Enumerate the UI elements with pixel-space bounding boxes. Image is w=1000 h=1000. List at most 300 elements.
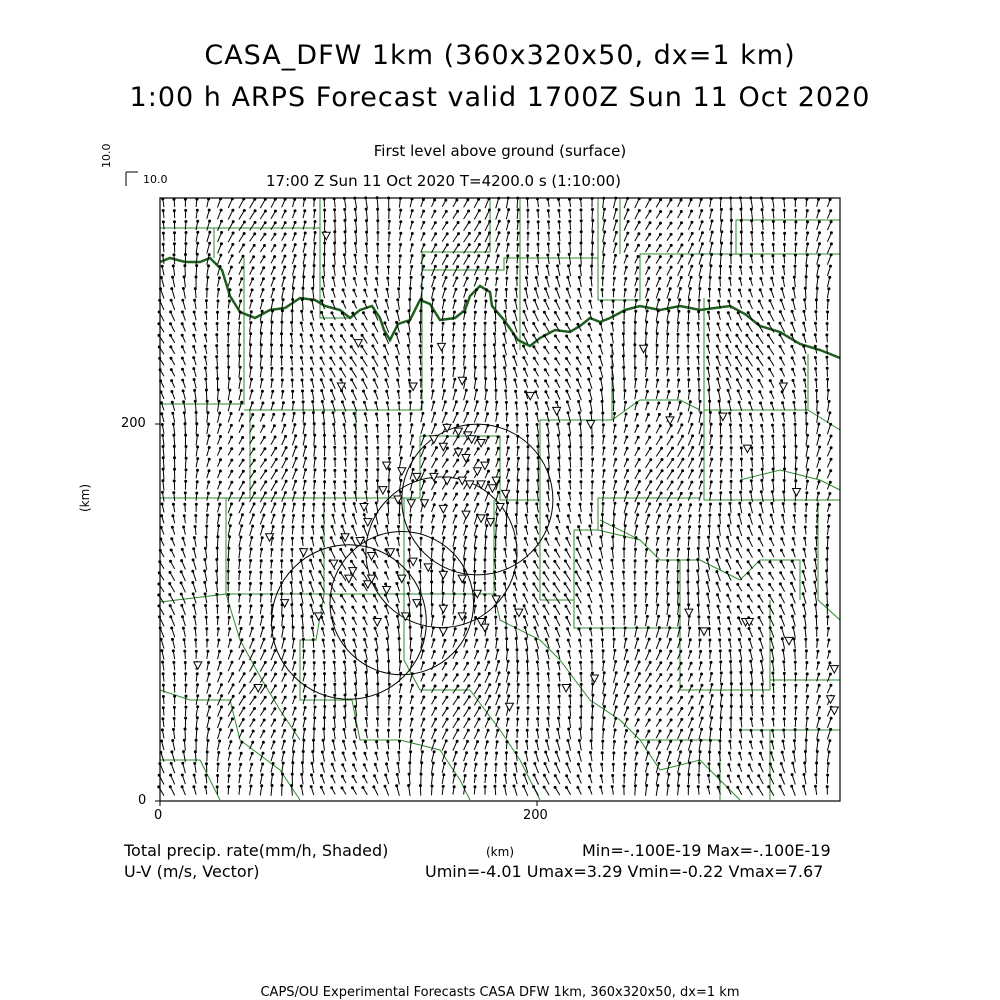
wind-vector-head xyxy=(321,751,323,753)
wind-vector-head xyxy=(194,299,196,301)
wind-vector-head xyxy=(474,786,476,788)
wind-vector-head xyxy=(281,356,283,358)
wind-vector xyxy=(554,595,560,604)
wind-vector-head xyxy=(304,673,306,675)
wind-vector-head xyxy=(600,323,602,325)
wind-vector-head xyxy=(227,559,229,561)
wind-vector-head xyxy=(231,729,233,731)
wind-vector-head xyxy=(579,639,581,641)
wind-vector-head xyxy=(227,355,229,357)
wind-vector-head xyxy=(219,729,221,731)
wind-vector-head xyxy=(557,434,559,436)
wind-vector xyxy=(656,639,660,649)
wind-vector xyxy=(388,503,389,513)
wind-vector xyxy=(524,775,528,785)
wind-vector-head xyxy=(399,740,401,742)
wind-vector-head xyxy=(314,717,316,719)
wind-vector xyxy=(335,243,336,253)
wind-vector-head xyxy=(312,412,314,414)
wind-vector-head xyxy=(300,604,302,606)
wind-vector-head xyxy=(333,661,335,663)
wind-vector-head xyxy=(377,671,379,673)
wind-vector-head xyxy=(274,210,276,212)
wind-vector-head xyxy=(558,457,560,459)
wind-vector-head xyxy=(354,424,356,426)
wind-vector-head xyxy=(422,199,424,201)
wind-vector-head xyxy=(304,717,306,719)
wind-vector xyxy=(602,401,603,411)
wind-vector-head xyxy=(161,413,163,415)
wind-vector xyxy=(624,673,628,683)
wind-vector xyxy=(544,606,549,615)
wind-vector xyxy=(353,515,356,525)
wind-vector-head xyxy=(616,220,618,222)
wind-vector-head xyxy=(514,549,516,551)
wind-vector-head xyxy=(623,559,625,561)
wind-vector-head xyxy=(525,526,527,528)
wind-vector xyxy=(421,459,425,469)
wind-vector-head xyxy=(228,775,230,777)
wind-vector-head xyxy=(332,412,334,414)
wind-vector-head xyxy=(341,312,343,314)
wind-vector xyxy=(656,311,658,321)
wind-vector-head xyxy=(467,199,469,201)
wind-vector-head xyxy=(615,491,617,493)
wind-vector-head xyxy=(456,471,458,473)
wind-vector-head xyxy=(514,379,516,381)
wind-vector-head xyxy=(254,233,256,235)
wind-vector-head xyxy=(566,346,568,348)
wind-vector-head xyxy=(396,571,398,573)
wind-vector-head xyxy=(273,752,275,754)
wind-vector-head xyxy=(352,787,354,789)
wind-vector xyxy=(580,424,581,434)
wind-vector xyxy=(362,358,368,367)
wind-vector-head xyxy=(162,210,164,212)
wind-vector xyxy=(185,447,186,457)
wind-vector-head xyxy=(443,616,445,618)
wind-vector-head xyxy=(421,762,423,764)
wind-vector-head xyxy=(363,390,365,392)
wind-vector-head xyxy=(172,412,174,414)
wind-vector-head xyxy=(516,649,518,651)
wind-vector xyxy=(603,221,605,231)
wind-vector-head xyxy=(197,695,199,697)
wind-vector-head xyxy=(408,773,410,775)
wind-vector-head xyxy=(162,480,164,482)
wind-vector-head xyxy=(411,266,413,268)
wind-vector-head xyxy=(363,514,365,516)
wind-vector-head xyxy=(527,209,529,211)
wind-vector-head xyxy=(219,470,221,472)
wind-vector-head xyxy=(623,366,625,368)
wind-vector-head xyxy=(591,435,593,437)
wind-vector xyxy=(373,357,378,366)
wind-vector-head xyxy=(182,627,184,629)
wind-vector xyxy=(260,345,261,355)
wind-vector-head xyxy=(421,526,423,528)
wind-vector-head xyxy=(208,662,210,664)
wind-vector-head xyxy=(486,289,488,291)
wind-vector xyxy=(239,537,241,547)
wind-vector-head xyxy=(431,310,433,312)
wind-vector-head xyxy=(453,604,455,606)
wind-vector-head xyxy=(196,423,198,425)
wind-vector-head xyxy=(303,739,305,741)
wind-vector-head xyxy=(612,536,614,538)
wind-vector-head xyxy=(303,412,305,414)
wind-vector-head xyxy=(603,197,605,199)
wind-vector-head xyxy=(423,718,425,720)
wind-vector-head xyxy=(467,673,469,675)
wind-vector-head xyxy=(591,650,593,652)
wind-vector xyxy=(432,277,435,287)
wind-vector-head xyxy=(623,322,625,324)
wind-vector-head xyxy=(170,346,172,348)
wind-vector-head xyxy=(387,413,389,415)
wind-vector-head xyxy=(657,310,659,312)
wind-vector-head xyxy=(478,255,480,257)
wind-vector-head xyxy=(282,402,284,404)
wind-vector xyxy=(554,584,560,593)
wind-vector-head xyxy=(240,752,242,754)
wind-vector-head xyxy=(444,651,446,653)
wind-vector-head xyxy=(602,424,604,426)
wind-vector-head xyxy=(284,255,286,257)
wind-vector-head xyxy=(365,197,367,199)
wind-vector-head xyxy=(567,526,569,528)
wind-vector-head xyxy=(294,244,296,246)
wind-vector-head xyxy=(454,616,456,618)
wind-vector-head xyxy=(505,299,507,301)
wind-vector-head xyxy=(475,628,477,630)
wind-vector xyxy=(485,685,490,694)
wind-vector-head xyxy=(444,515,446,517)
wind-vector-head xyxy=(174,468,176,470)
wind-vector-head xyxy=(485,763,487,765)
wind-vector xyxy=(193,583,196,593)
wind-vector-head xyxy=(208,470,210,472)
wind-vector-head xyxy=(477,459,479,461)
wind-vector-head xyxy=(615,706,617,708)
wind-vector-head xyxy=(455,401,457,403)
wind-vector-head xyxy=(411,491,413,493)
wind-vector-head xyxy=(204,367,206,369)
wind-vector-head xyxy=(399,649,401,651)
wind-vector-head xyxy=(373,311,375,313)
wind-vector-head xyxy=(320,357,322,359)
wind-vector xyxy=(409,774,410,784)
wind-vector-head xyxy=(261,605,263,607)
wind-vector-head xyxy=(264,448,266,450)
wind-vector-head xyxy=(656,368,658,370)
wind-vector-head xyxy=(251,616,253,618)
wind-vector-head xyxy=(467,266,469,268)
wind-vector-head xyxy=(484,605,486,607)
wind-vector-head xyxy=(295,480,297,482)
wind-vector-head xyxy=(312,287,314,289)
wind-vector-head xyxy=(182,537,184,539)
wind-vector xyxy=(474,685,479,694)
wind-vector xyxy=(646,504,650,513)
wind-vector-head xyxy=(465,389,467,391)
wind-vector xyxy=(323,413,324,423)
wind-vector-head xyxy=(498,695,500,697)
wind-vector-head xyxy=(250,774,252,776)
wind-vector-head xyxy=(638,684,640,686)
wind-vector-head xyxy=(311,627,313,629)
wind-vector-head xyxy=(419,322,421,324)
wind-vector-head xyxy=(331,787,333,789)
wind-vector-head xyxy=(555,549,557,551)
wind-vector-head xyxy=(446,685,448,687)
wind-vector-head xyxy=(646,785,648,787)
precip-minmax: Min=-.100E-19 Max=-.100E-19 xyxy=(582,841,831,860)
wind-vector-head xyxy=(218,277,220,279)
wind-vector-head xyxy=(228,322,230,324)
wind-vector-head xyxy=(613,289,615,291)
wind-vector xyxy=(600,368,603,378)
wind-vector-head xyxy=(533,323,535,325)
wind-vector-head xyxy=(239,322,241,324)
wind-vector-head xyxy=(659,425,661,427)
wind-vector-head xyxy=(208,265,210,267)
wind-vector-head xyxy=(291,321,293,323)
wind-vector-head xyxy=(397,299,399,301)
wind-vector-head xyxy=(516,277,518,279)
wind-vector-head xyxy=(525,751,527,753)
wind-vector-head xyxy=(484,571,486,573)
wind-vector-head xyxy=(569,695,571,697)
wind-vector-head xyxy=(505,752,507,754)
wind-vector-head xyxy=(658,299,660,301)
wind-vector-head xyxy=(455,504,457,506)
wind-vector-head xyxy=(637,267,639,269)
wind-vector-head xyxy=(197,469,199,471)
wind-vector xyxy=(581,254,582,264)
wind-vector xyxy=(420,593,421,603)
wind-vector xyxy=(580,266,581,276)
wind-vector-head xyxy=(568,717,570,719)
wind-vector-head xyxy=(331,312,333,314)
wind-vector-head xyxy=(180,582,182,584)
wind-vector-head xyxy=(590,740,592,742)
wind-vector-head xyxy=(271,321,273,323)
wind-vector-head xyxy=(421,401,423,403)
wind-vector xyxy=(352,391,356,400)
wind-vector-head xyxy=(442,559,444,561)
reference-vector-icon xyxy=(126,172,138,186)
wind-vector-head xyxy=(229,536,231,538)
wind-vector-head xyxy=(431,548,433,550)
wind-vector-head xyxy=(588,323,590,325)
wind-vector-head xyxy=(373,572,375,574)
wind-vector-head xyxy=(504,583,506,585)
wind-vector-head xyxy=(409,287,411,289)
wind-vector-head xyxy=(196,198,198,200)
wind-vector-head xyxy=(657,379,659,381)
wind-vector-head xyxy=(274,198,276,200)
wind-vector-head xyxy=(180,571,182,573)
wind-vector-head xyxy=(498,469,500,471)
wind-vector-head xyxy=(507,255,509,257)
wind-vector-head xyxy=(261,367,263,369)
wind-vector-head xyxy=(434,424,436,426)
wind-vector-head xyxy=(185,673,187,675)
wind-vector-head xyxy=(504,785,506,787)
wind-vector-head xyxy=(514,763,516,765)
wind-vector-head xyxy=(476,277,478,279)
wind-vector-head xyxy=(505,763,507,765)
wind-vector-head xyxy=(569,481,571,483)
wind-vector-head xyxy=(516,413,518,415)
wind-vector-head xyxy=(558,446,560,448)
wind-vector-head xyxy=(271,593,273,595)
wind-vector-head xyxy=(250,322,252,324)
wind-vector-head xyxy=(264,650,266,652)
wind-vector-head xyxy=(488,661,490,663)
wind-vector-head xyxy=(612,605,614,607)
wind-vector-head xyxy=(611,333,613,335)
wind-vector-head xyxy=(422,740,424,742)
wind-vector-head xyxy=(197,446,199,448)
wind-vector xyxy=(579,402,582,412)
x-tick-0: 0 xyxy=(154,808,163,823)
wind-vector-head xyxy=(396,310,398,312)
wind-vector-head xyxy=(344,717,346,719)
wind-vector-head xyxy=(423,707,425,709)
wind-vector-head xyxy=(604,231,606,233)
wind-vector-head xyxy=(659,267,661,269)
wind-vector-head xyxy=(343,728,345,730)
wind-vector-head xyxy=(537,435,539,437)
wind-vector xyxy=(345,220,346,230)
wind-vector-head xyxy=(160,538,162,540)
wind-vector-head xyxy=(343,277,345,279)
wind-vector-head xyxy=(374,775,376,777)
wind-vector-head xyxy=(334,694,336,696)
wind-vector xyxy=(624,503,627,513)
wind-vector-head xyxy=(494,582,496,584)
wind-vector-head xyxy=(340,368,342,370)
wind-vector-head xyxy=(446,729,448,731)
wind-vector-head xyxy=(400,707,402,709)
wind-vector-head xyxy=(217,628,219,630)
wind-vector-head xyxy=(250,605,252,607)
wind-vector xyxy=(303,424,305,434)
wind-vector-head xyxy=(419,345,421,347)
wind-vector-head xyxy=(324,469,326,471)
wind-vector-head xyxy=(660,662,662,664)
wind-vector xyxy=(196,718,197,728)
wind-vector-head xyxy=(319,582,321,584)
wind-vector-head xyxy=(241,639,243,641)
wind-vector-head xyxy=(657,549,659,551)
wind-vector xyxy=(453,582,454,592)
wind-vector-head xyxy=(304,434,306,436)
wind-vector-head xyxy=(434,276,436,278)
wind-vector xyxy=(250,199,255,208)
wind-vector-head xyxy=(588,334,590,336)
wind-vector xyxy=(271,471,276,480)
wind-vector-head xyxy=(546,423,548,425)
wind-vector-head xyxy=(183,639,185,641)
wind-vector-head xyxy=(555,751,557,753)
wind-vector-head xyxy=(477,413,479,415)
wind-vector xyxy=(565,572,571,581)
wind-vector xyxy=(345,706,346,716)
wind-vector-head xyxy=(321,312,323,314)
wind-vector xyxy=(303,266,304,276)
wind-vector-head xyxy=(444,751,446,753)
wind-vector-head xyxy=(290,593,292,595)
wind-vector-head xyxy=(614,436,616,438)
wind-vector-head xyxy=(219,424,221,426)
wind-vector-head xyxy=(242,448,244,450)
wind-vector-head xyxy=(194,288,196,290)
wind-vector xyxy=(464,708,470,717)
wind-vector-head xyxy=(431,604,433,606)
wind-vector xyxy=(398,300,400,310)
wind-vector-head xyxy=(419,785,421,787)
wind-vector-head xyxy=(342,617,344,619)
wind-vector-head xyxy=(209,220,211,222)
wind-vector-head xyxy=(590,503,592,505)
wind-vector-head xyxy=(424,469,426,471)
wind-vector-head xyxy=(558,684,560,686)
wind-vector-head xyxy=(173,445,175,447)
wind-vector xyxy=(160,628,164,638)
wind-vector-head xyxy=(497,729,499,731)
wind-vector xyxy=(376,515,378,525)
wind-vector-head xyxy=(321,300,323,302)
wind-vector-head xyxy=(332,514,334,516)
wind-vector-head xyxy=(171,627,173,629)
wind-vector-head xyxy=(197,220,199,222)
wind-vector-head xyxy=(484,322,486,324)
wind-vector-head xyxy=(162,696,164,698)
wind-vector-head xyxy=(432,615,434,617)
wind-vector xyxy=(239,515,243,525)
wind-vector-head xyxy=(660,674,662,676)
wind-vector-head xyxy=(206,628,208,630)
wind-vector-head xyxy=(547,210,549,212)
wind-vector-head xyxy=(627,661,629,663)
wind-vector-head xyxy=(334,672,336,674)
wind-vector-head xyxy=(365,729,367,731)
wind-vector-head xyxy=(350,357,352,359)
wind-vector-head xyxy=(243,198,245,200)
wind-vector-head xyxy=(323,434,325,436)
wind-vector-head xyxy=(591,198,593,200)
wind-vector xyxy=(367,684,368,694)
wind-vector-head xyxy=(432,390,434,392)
wind-vector-head xyxy=(658,526,660,528)
wind-vector-head xyxy=(302,751,304,753)
wind-vector-head xyxy=(160,751,162,753)
wind-vector-head xyxy=(503,355,505,357)
wind-vector-head xyxy=(229,752,231,754)
wind-vector-head xyxy=(159,627,161,629)
wind-vector-head xyxy=(172,515,174,517)
wind-vector-head xyxy=(612,763,614,765)
wind-vector-head xyxy=(478,673,480,675)
wind-vector-head xyxy=(272,773,274,775)
wind-vector xyxy=(453,560,454,570)
wind-vector-head xyxy=(442,785,444,787)
wind-vector xyxy=(603,673,605,683)
wind-vector xyxy=(351,369,357,378)
